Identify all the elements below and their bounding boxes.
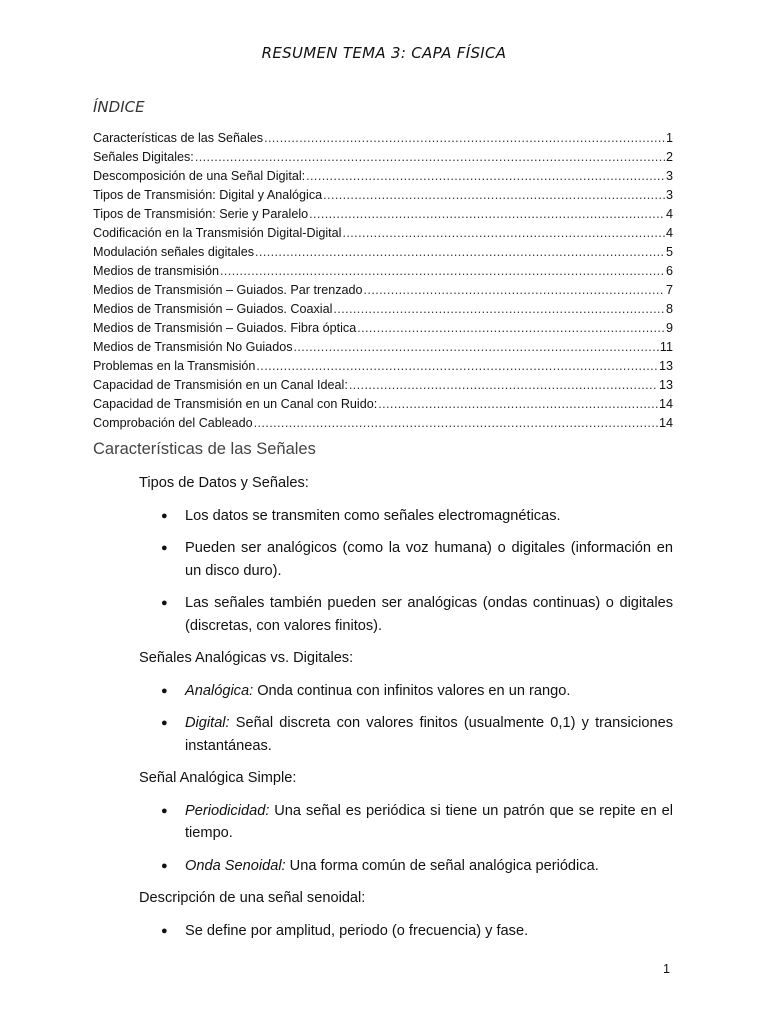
- toc-leader-dots: [364, 281, 665, 300]
- toc-leader-dots: [294, 338, 659, 357]
- toc-entry-label: Capacidad de Transmisión en un Canal Ideal:: [93, 378, 348, 392]
- section-body: [139, 472, 673, 952]
- toc-entry[interactable]: [93, 186, 673, 205]
- toc-entry-page: 13: [658, 378, 673, 392]
- toc-entry-label: Medios de Transmisión – Guiados. Fibra óptica: [93, 321, 357, 335]
- toc-leader-dots: [323, 186, 665, 205]
- toc-entry-page: 1: [665, 131, 673, 145]
- toc-entry-page: 14: [658, 416, 673, 430]
- toc-entry-label: Tipos de Transmisión: Digital y Analógica: [93, 188, 323, 202]
- toc-entry[interactable]: [93, 300, 673, 319]
- document-title: RESUMEN TEMA 3: CAPA FÍSICA: [261, 44, 507, 62]
- bullet-list-simple-signal: [139, 800, 673, 878]
- list-item: [139, 712, 673, 757]
- term-description: Una forma común de señal analógica periódica.: [285, 857, 599, 874]
- toc-leader-dots: [254, 414, 658, 433]
- toc-entry-label: Características de las Señales: [93, 131, 264, 145]
- toc-entry-page: 3: [665, 188, 673, 202]
- toc-entry[interactable]: [93, 243, 673, 262]
- toc-entry-page: 2: [665, 150, 673, 164]
- term-label: Onda Senoidal:: [185, 857, 286, 874]
- toc-entry[interactable]: [93, 319, 673, 338]
- page-number: 1: [663, 962, 671, 976]
- list-item: [139, 855, 673, 878]
- subheading-simple-signal: Señal Analógica Simple:: [139, 770, 297, 786]
- toc-entry-page: 14: [658, 397, 673, 411]
- toc-entry[interactable]: [93, 376, 673, 395]
- toc-entry-page: 9: [665, 321, 673, 335]
- bullet-list-tipos: [139, 505, 673, 638]
- toc-entry[interactable]: [93, 205, 673, 224]
- toc-entry[interactable]: [93, 129, 673, 148]
- toc-entry-label: Tipos de Transmisión: Serie y Paralelo: [93, 207, 309, 221]
- list-item: ● Las señales también pueden ser analógicas (ondas continuas) o digitales (discretas, con valores finitos).: [139, 592, 673, 637]
- bullet-list-sine-description: [139, 920, 673, 943]
- toc-leader-dots: [256, 357, 658, 376]
- toc-entry-page: 11: [659, 340, 673, 354]
- toc-entry-label: Medios de Transmisión – Guiados. Coaxial: [93, 302, 333, 316]
- toc-entry[interactable]: [93, 338, 673, 357]
- bullet-list-analog-vs-digital: [139, 680, 673, 758]
- subheading-analog-vs-digital: Señales Analógicas vs. Digitales:: [139, 650, 354, 666]
- toc-entry[interactable]: [93, 224, 673, 243]
- toc-entry-page: 3: [665, 169, 673, 183]
- toc-entry-page: 7: [665, 283, 673, 297]
- toc-entry-page: 13: [658, 359, 673, 373]
- toc-heading: ÍNDICE: [93, 98, 145, 116]
- list-item: ● Se define por amplitud, periodo (o frecuencia) y fase.: [139, 920, 673, 943]
- toc-leader-dots: [357, 319, 665, 338]
- toc-entry-label: Medios de Transmisión – Guiados. Par trenzado: [93, 283, 363, 297]
- toc-entry-label: Comprobación del Cableado: [93, 416, 253, 430]
- list-item: ● Los datos se transmiten como señales electromagnéticas.: [139, 505, 673, 528]
- term-label: Periodicidad:: [185, 802, 270, 819]
- list-item: ● Pueden ser analógicos (como la voz humana) o digitales (información en un disco duro).: [139, 537, 673, 582]
- toc-entry-label: Señales Digitales:: [93, 150, 194, 164]
- toc-leader-dots: [255, 243, 665, 262]
- toc-entry-page: 8: [665, 302, 673, 316]
- toc-entry[interactable]: [93, 357, 673, 376]
- toc-entry[interactable]: [93, 262, 673, 281]
- term-description: Una señal es periódica si tiene un patrón que se repite en el tiempo.: [185, 802, 673, 841]
- table-of-contents: [93, 129, 673, 433]
- toc-leader-dots: [306, 167, 665, 186]
- toc-entry-label: Problemas en la Transmisión: [93, 359, 256, 373]
- toc-entry-page: 5: [665, 245, 673, 259]
- toc-entry-label: Descomposición de una Señal Digital:: [93, 169, 306, 183]
- list-item: [139, 680, 673, 703]
- term-label: Digital:: [185, 715, 230, 731]
- toc-leader-dots: [220, 262, 665, 281]
- toc-entry-label: Modulación señales digitales: [93, 245, 255, 259]
- toc-entry-label: Medios de transmisión: [93, 264, 219, 278]
- toc-entry[interactable]: [93, 281, 673, 300]
- subheading-sine-description: Descripción de una señal senoidal:: [139, 890, 366, 906]
- toc-leader-dots: [333, 300, 665, 319]
- toc-entry[interactable]: [93, 395, 673, 414]
- term-label: Analógica:: [185, 682, 254, 699]
- toc-leader-dots: [195, 148, 665, 167]
- toc-leader-dots: [349, 376, 658, 395]
- section-heading: Características de las Señales: [93, 440, 316, 458]
- toc-entry[interactable]: [93, 167, 673, 186]
- toc-leader-dots: [378, 395, 658, 414]
- toc-entry[interactable]: [93, 148, 673, 167]
- term-description: Onda continua con infinitos valores en un rango.: [253, 682, 571, 699]
- toc-entry-page: 4: [665, 207, 673, 221]
- toc-entry-page: 4: [665, 226, 673, 240]
- toc-entry[interactable]: [93, 414, 673, 433]
- toc-entry-label: Medios de Transmisión No Guiados: [93, 340, 293, 354]
- list-item: [139, 800, 673, 845]
- subheading-tipos: Tipos de Datos y Señales:: [139, 475, 309, 491]
- term-description: Señal discreta con valores finitos (usualmente 0,1) y transiciones instantáneas.: [185, 715, 673, 754]
- toc-entry-label: Codificación en la Transmisión Digital-Digital: [93, 226, 342, 240]
- toc-leader-dots: [264, 129, 665, 148]
- toc-entry-label: Capacidad de Transmisión en un Canal con Ruido:: [93, 397, 378, 411]
- toc-leader-dots: [342, 224, 665, 243]
- toc-entry-page: 6: [665, 264, 673, 278]
- toc-leader-dots: [309, 205, 665, 224]
